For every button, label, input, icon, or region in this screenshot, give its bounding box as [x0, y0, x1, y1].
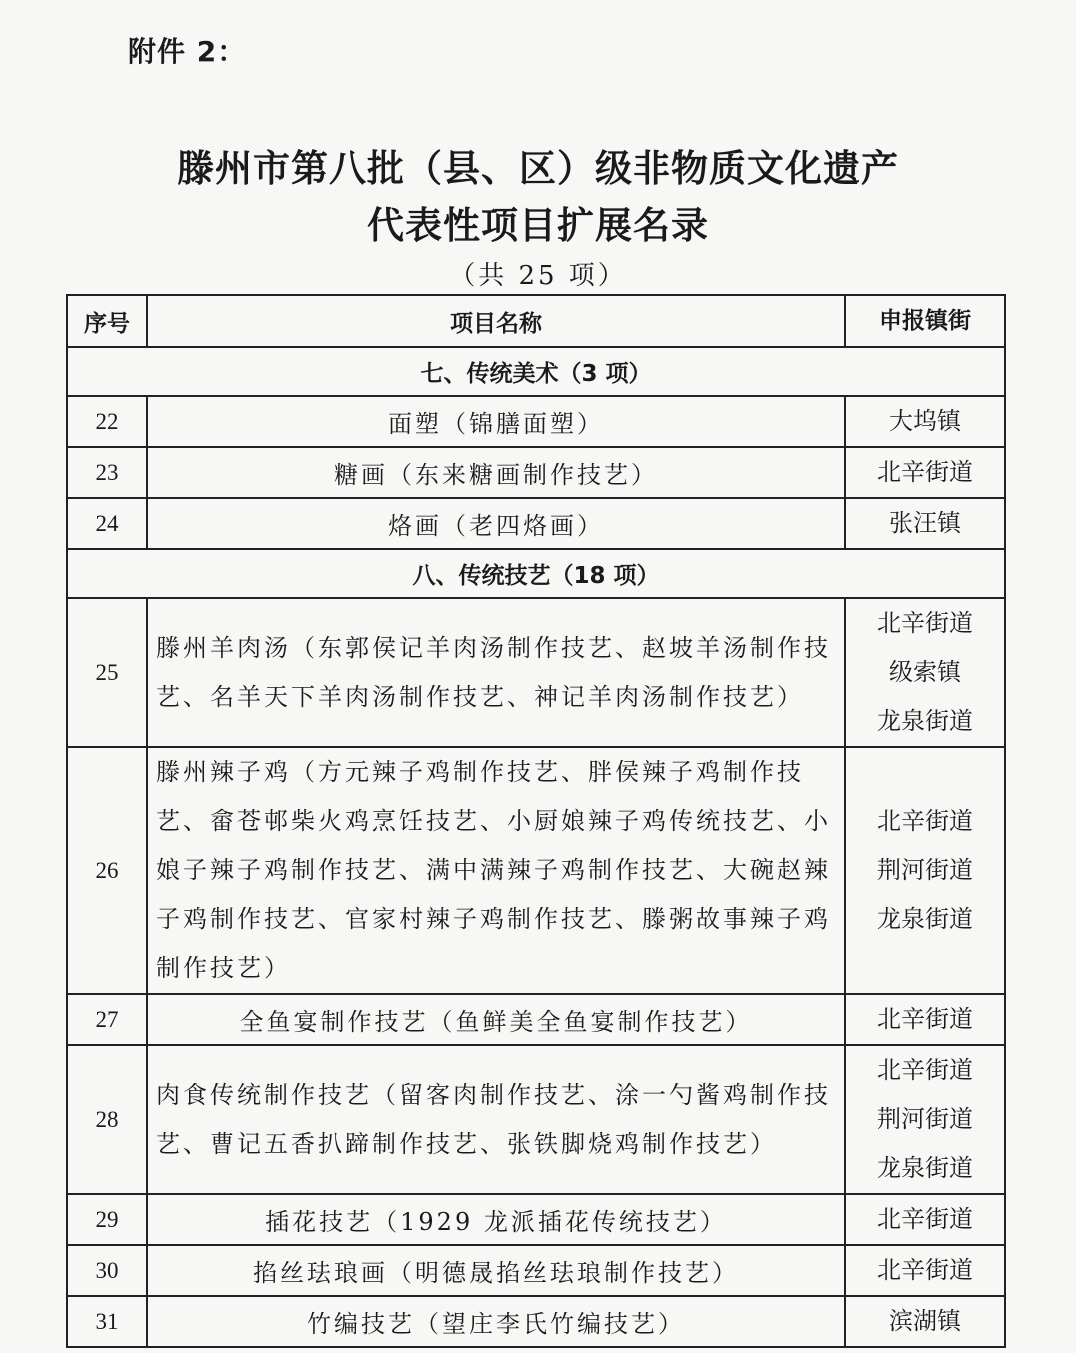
- document-title-line2: 代表性项目扩展名录: [367, 203, 709, 247]
- row-town: [845, 396, 1005, 447]
- town-name: 张汪镇: [889, 509, 961, 537]
- document-title-line1: 滕州市第八批（县、区）级非物质文化遗产: [177, 146, 899, 190]
- item-count: （共 25 项）: [449, 261, 627, 291]
- header-no: 序号: [67, 295, 147, 347]
- row-no: 28: [67, 1045, 147, 1194]
- header-name: 项目名称: [147, 295, 845, 347]
- town-name: 北辛街道: [877, 609, 973, 637]
- section-title: 七、传统美术（3 项）: [67, 347, 1005, 396]
- row-name: 竹编技艺（望庄李氏竹编技艺）: [147, 1296, 845, 1347]
- row-town: [845, 598, 1005, 747]
- row-name: 全鱼宴制作技艺（鱼鲜美全鱼宴制作技艺）: [147, 994, 845, 1045]
- town-name: 北辛街道: [877, 807, 973, 835]
- table-row: [67, 747, 1005, 994]
- town-name: 荆河街道: [877, 856, 973, 884]
- town-name: 荆河街道: [877, 1105, 973, 1133]
- row-town: [845, 1296, 1005, 1347]
- town-name: 滨湖镇: [889, 1307, 961, 1335]
- row-town: [845, 498, 1005, 549]
- table-row: [67, 447, 1005, 498]
- table-row: [67, 994, 1005, 1045]
- town-name: 级索镇: [889, 658, 961, 686]
- row-name: 面塑（锦膳面塑）: [147, 396, 845, 447]
- attachment-label: 附件 2：: [128, 35, 247, 68]
- row-name: 烙画（老四烙画）: [147, 498, 845, 549]
- town-name: 大坞镇: [889, 407, 961, 435]
- row-no: 22: [67, 396, 147, 447]
- section-row: [67, 549, 1005, 598]
- table-row: [67, 1194, 1005, 1245]
- town-name: 龙泉街道: [877, 905, 973, 933]
- town-name: 北辛街道: [877, 1056, 973, 1084]
- row-name: 掐丝珐琅画（明德晟掐丝珐琅制作技艺）: [147, 1245, 845, 1296]
- row-town: [845, 1245, 1005, 1296]
- row-name: 肉食传统制作技艺（留客肉制作技艺、涂一勺酱鸡制作技艺、曹记五香扒蹄制作技艺、张铁脚烧鸡制作技艺）: [147, 1045, 845, 1194]
- row-no: 29: [67, 1194, 147, 1245]
- row-name: 插花技艺（1929 龙派插花传统技艺）: [147, 1194, 845, 1245]
- table-row: [67, 498, 1005, 549]
- row-town: [845, 994, 1005, 1045]
- row-no: 26: [67, 747, 147, 994]
- row-no: 24: [67, 498, 147, 549]
- row-town: [845, 447, 1005, 498]
- town-name: 北辛街道: [877, 1256, 973, 1284]
- row-no: 27: [67, 994, 147, 1045]
- row-name: 糖画（东来糖画制作技艺）: [147, 447, 845, 498]
- town-name: 北辛街道: [877, 458, 973, 486]
- section-row: [67, 347, 1005, 396]
- table-row: [67, 396, 1005, 447]
- table-row: [67, 1245, 1005, 1296]
- header-town: 申报镇街: [845, 295, 1005, 347]
- row-name: 滕州辣子鸡（方元辣子鸡制作技艺、胖侯辣子鸡制作技艺、畲苍邨柴火鸡烹饪技艺、小厨娘辣子鸡传统技艺、小娘子辣子鸡制作技艺、满中满辣子鸡制作技艺、大碗赵辣子鸡制作技艺、官家村辣子鸡制作技艺、滕粥故事辣子鸡制作技艺）: [147, 747, 845, 994]
- row-town: [845, 1194, 1005, 1245]
- table-row: [67, 598, 1005, 747]
- section-title: 八、传统技艺（18 项）: [67, 549, 1005, 598]
- row-name: 滕州羊肉汤（东郭侯记羊肉汤制作技艺、赵坡羊汤制作技艺、名羊天下羊肉汤制作技艺、神记羊肉汤制作技艺）: [147, 598, 845, 747]
- row-no: 25: [67, 598, 147, 747]
- row-no: 23: [67, 447, 147, 498]
- heritage-list-table: [66, 294, 1006, 1348]
- row-town: [845, 747, 1005, 994]
- town-name: 北辛街道: [877, 1005, 973, 1033]
- row-town: [845, 1045, 1005, 1194]
- table-header-row: [67, 295, 1005, 347]
- table-row: [67, 1296, 1005, 1347]
- row-no: 30: [67, 1245, 147, 1296]
- table-row: [67, 1045, 1005, 1194]
- row-no: 31: [67, 1296, 147, 1347]
- town-name: 龙泉街道: [877, 707, 973, 735]
- town-name: 龙泉街道: [877, 1154, 973, 1182]
- town-name: 北辛街道: [877, 1205, 973, 1233]
